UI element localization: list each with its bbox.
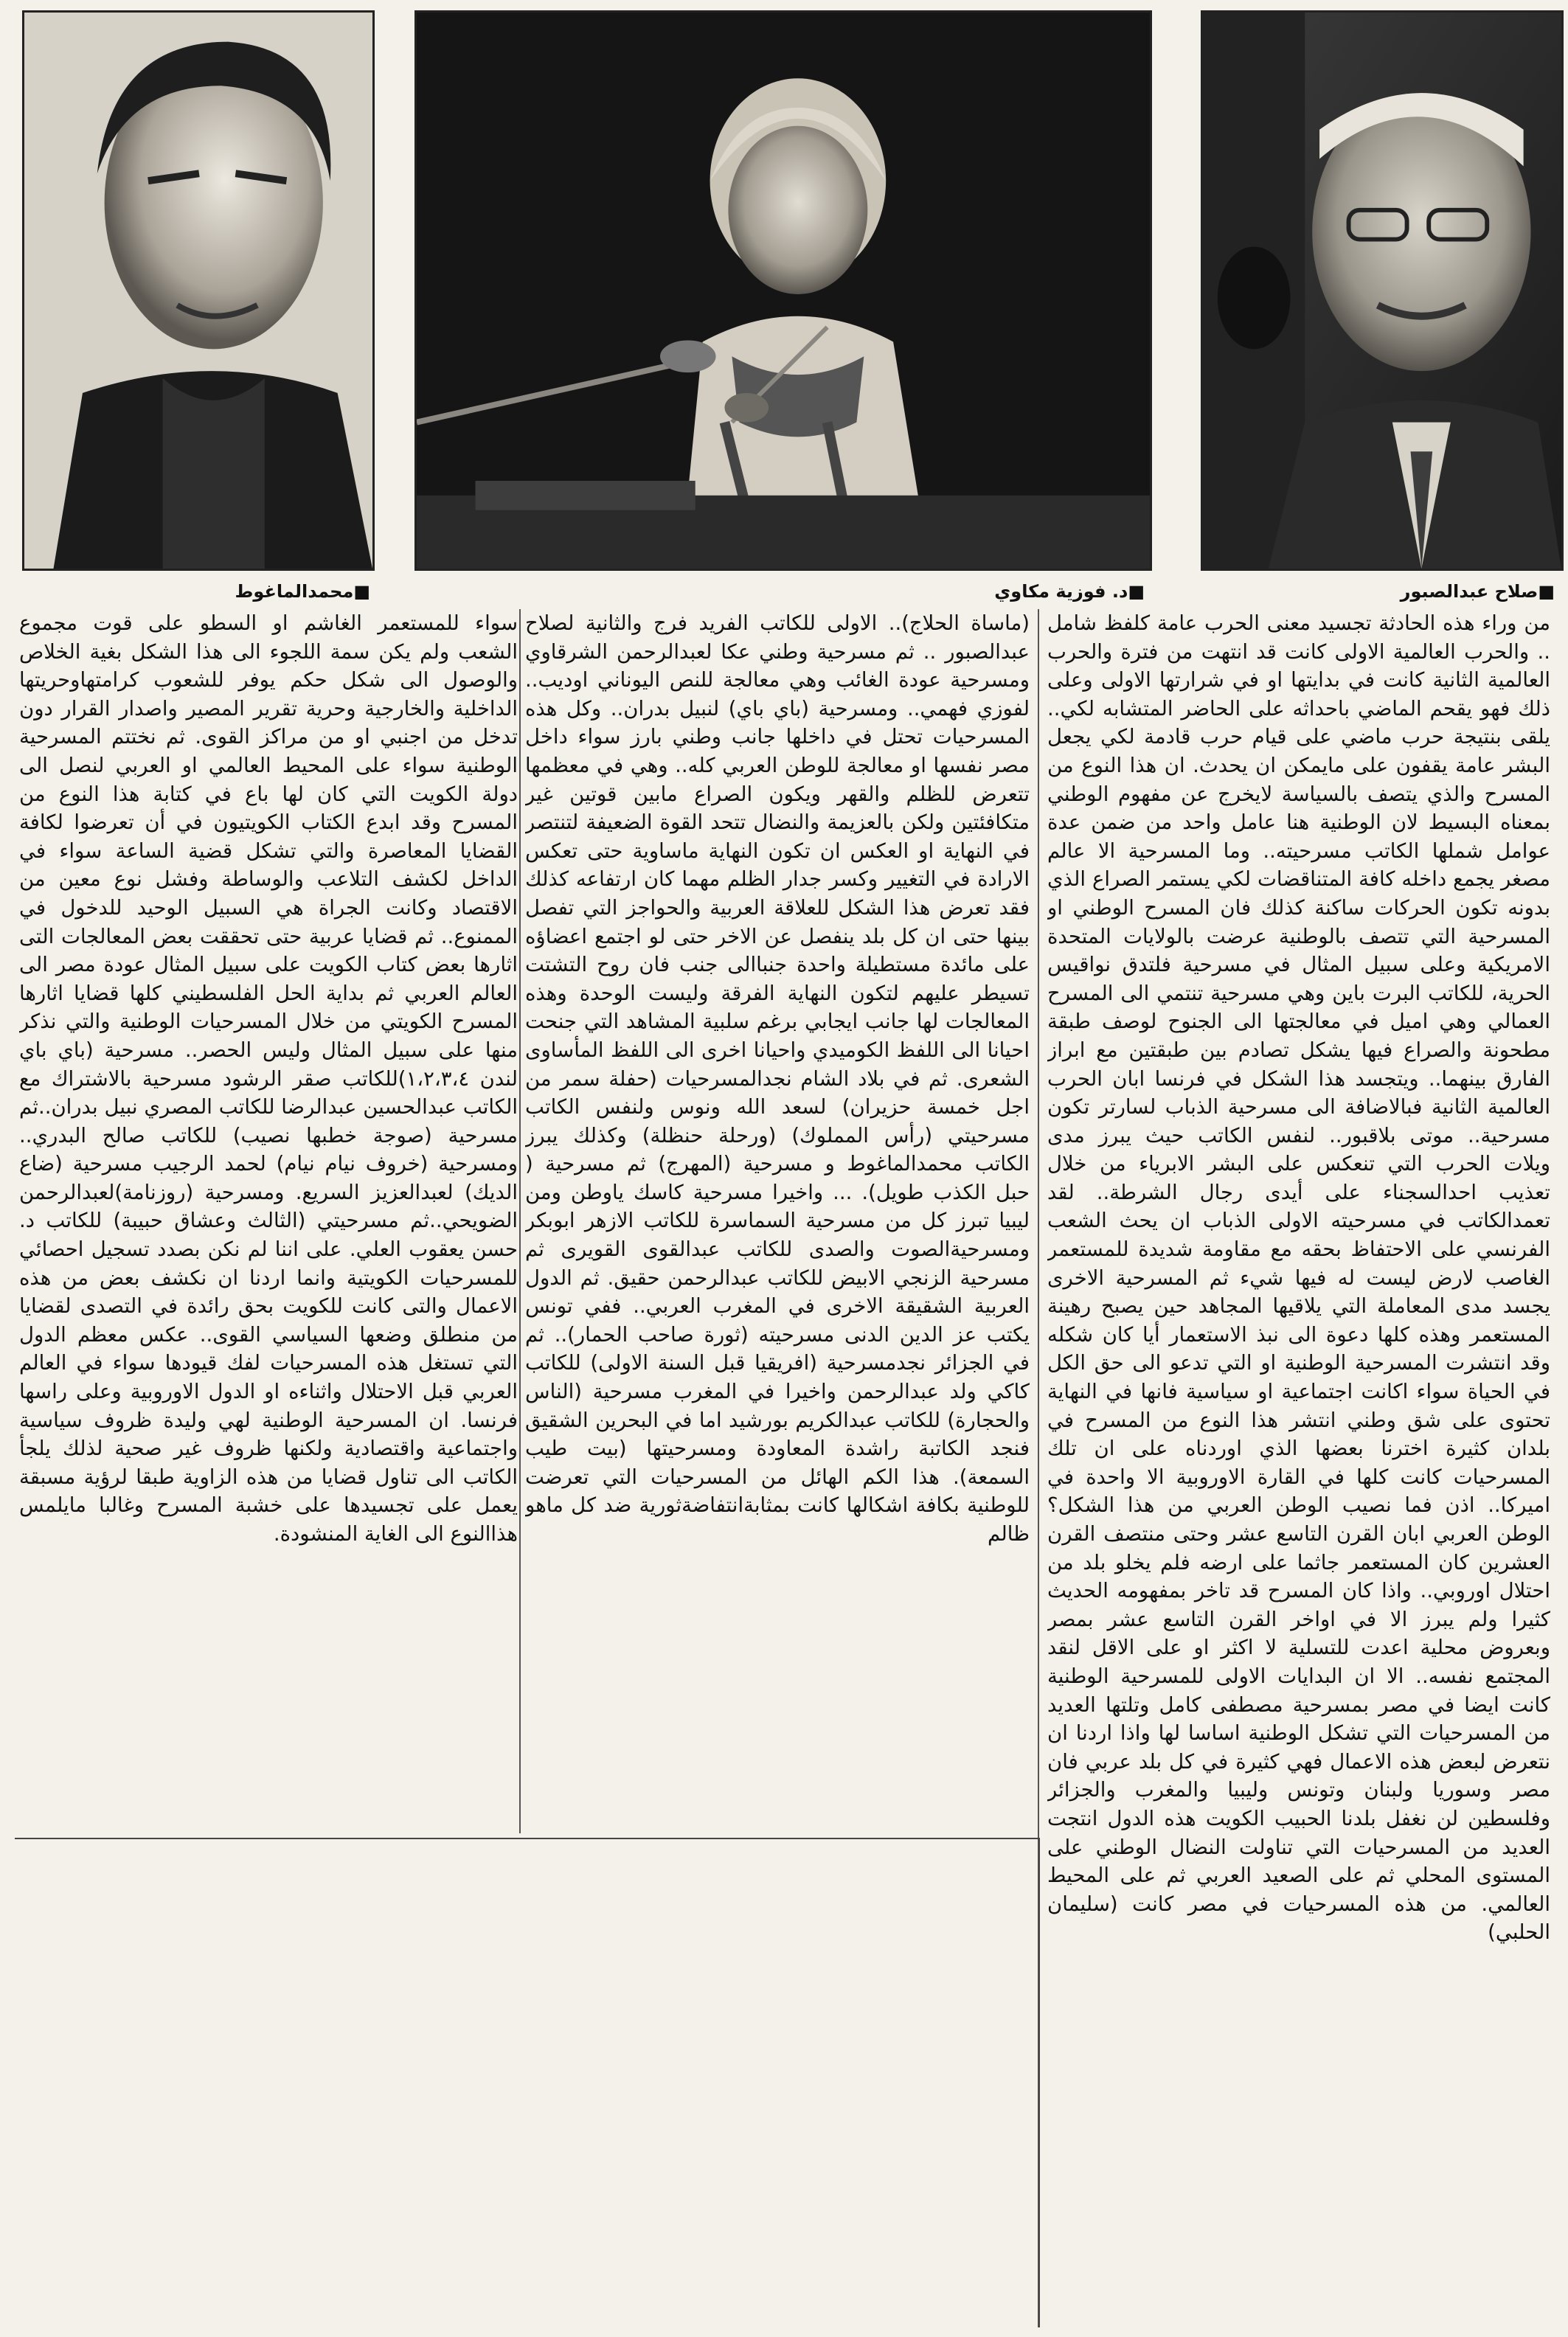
photo-salah-abdelsabour — [1201, 10, 1564, 571]
photo-fawzia-makkawi — [414, 10, 1152, 571]
column-divider — [519, 609, 521, 1833]
speaker-image — [417, 13, 1150, 569]
photo-caption: ■محمدالماغوط — [235, 581, 370, 602]
article-column-3 — [19, 609, 518, 1833]
article-paragraph: سواء للمستعمر الغاشم او السطو على قوت مجموع الشعب ولم يكن سمة اللجوء الى هذا الشكل بغية الخلاص والوصول الى شكل حكم يوفر للشعوب كرامتهاوحريتها الداخلية والخارجية وحرية تقرير المصير واصدار القرار دون تدخل من اجنبي او من مراكز القوى. ثم نختتم المسرحية الوطنية سواء على المحيط العالمي او العربي لنصل الى دولة الكويت التي كان لها باع في كتابة هذا النوع من المسرح وقد ابدع الكتاب الكويتيون في أن تعرضوا لكافة القضايا المعاصرة والتي تشكل قضية الساعة سواء في الداخل لكشف التلاعب والوساطة وفشل نوع معين من الاقتصاد وكانت الجراة هي السبيل الوحيد للدخول في الممنوع.. ثم قضايا عربية حتى تحققت بعض المعالجات التى اثارها بعض كتاب الكويت على سبيل المثال عودة مصر الى العالم العربي ثم بداية الحل الفلسطيني كلها قضايا اثارها المسرح الكويتي من خلال المسرحيات الوطنية والتي نذكر منها على سبيل المثال وليس الحصر.. مسرحية (باي باي لندن ١،٢،٣،٤)للكاتب صقر الرشود مسرحية بالاشتراك مع الكاتب عبدالحسين عبدالرضا للكاتب المصري نبيل بدران..ثم مسرحية (صوجة خطبها نصيب) للكاتب صالح البدري.. ومسرحية (خروف نيام نيام) لحمد الرجيب مسرحية (ضاع الديك) لعبدالعزيز السريع. ومسرحية (روزنامة)لعبدالرحمن الضويحي..ثم مسرحيتي (الثالث وعشاق حبيبة) للكاتب د. حسن يعقوب العلي. على اننا لم نكن بصدد تسجيل احصائي للمسرحيات الكويتية وانما اردنا ان نكشف بعض من هذه الاعمال والتى كانت للكويت بحق رائدة في التصدى لقضايا من منطلق وضعها السياسي القوى.. عكس معظم الدول التي تستغل هذه المسرحيات لفك قيودها سواء في العالم العربي قبل الاحتلال واثناءه او الدول الاوروبية وعلى راسها فرنسا. ان المسرحية الوطنية لهي وليدة ظروف سياسية واجتماعية واقتصادية ولكنها ظروف غير صحية لذلك يلجأ الكاتب الى تناول قضايا من هذه الزاوية طبقا لرؤية مسبقة يعمل على تجسيدها على خشبة المسرح وغالبا مايلمس هذاالنوع الى الغاية المنشودة. — [19, 611, 518, 1546]
portrait-image — [24, 13, 372, 569]
article-boundary — [1038, 1838, 1040, 2327]
photo-mohammad-almaghout — [22, 10, 375, 571]
article-paragraph: من وراء هذه الحادثة تجسيد معنى الحرب عامة كلفظ شامل .. والحرب العالمية الاولى كانت قد انتهت من فترة والحرب العالمية الثانية كانت في بدايتها او في شرارتها الاولى وعلى ذلك فهو يقحم الماضي باحداثه على الحاضر المتشابه لكي.. يلقى بنتيجة حرب ماضي على قيام حرب قادمة لكي يجعل البشر عامة يقفون على مايمكن ان يحدث. ان هذا النوع من المسرح والذي يتصف بالسياسة لايخرج عن مفهوم الوطني بمعناه البسيط لان الوطنية هنا عامل واحد من ضمن عدة عوامل شملها الكاتب مسرحيته.. وما المسرحية الا عالم مصغر يجمع داخله كافة المتناقضات لكي يستمر الصراع الذي بدونه تكون الحركات ساكنة كذلك فان المسرح الوطني او المسرحية التي تتصف بالوطنية عرضت بالولايات المتحدة الامريكية وعلى سبيل المثال في مسرحية فلتدق نواقيس الحرية، للكاتب البرت باين وهي مسرحية تنتمي الى المسرح العمالي وهي اميل في معالجتها الى الجنوح لوصف طبقة مطحونة والصراع فيها يشكل تصادم بين طبقتين مع ابراز الفارق بينهما.. ويتجسد هذا الشكل في فرنسا ابان الحرب العالمية الثانية فبالاضافة الى مسرحية الذباب لسارتر تكون مسرحية.. موتى بلاقبور.. لنفس الكاتب حيث يبرز مدى ويلات الحرب التي تنعكس على البشر الابرياء من خلال تعذيب احدالسجناء على أيدى رجال الشرطة.. لقد تعمدالكاتب في مسرحيته الاولى الذباب ان يحث الشعب الفرنسي على الاحتفاظ بحقه مع مقاومة شديدة للمستعمر الغاصب لارض ليست له فيها شيء ثم المسرحية الاخرى يجسد مدى المعاملة التي يلاقيها المجاهد حين يصبح رهينة المستعمر وهذه كلها دعوة الى نبذ الاستعمار أيا كان شكله وقد انتشرت المسرحية الوطنية او التي تدعو الى حق الكل في الحياة سواء اكانت اجتماعية او سياسية فانها في النهاية تحتوى على شق وطني انتشر هذا النوع من المسرح في بلدان كثيرة اخترنا بعضها الذي اوردناه على ان تلك المسرحيات كانت كلها في القارة الاوروبية الا واحدة في اميركا.. اذن فما نصيب الوطن العربي من هذا الشكل؟ الوطن العربي ابان القرن التاسع عشر وحتى منتصف القرن العشرين كان المستعمر جاثما على ارضه فلم يخلو بلد من احتلال اوروبي.. واذا كان المسرح قد تاخر بمفهومه الحديث كثيرا ولم يبرز الا في اواخر القرن التاسع عشر بمصر وبعروض محلية اعدت للتسلية لا اكثر او على الاقل لنقد المجتمع نفسه.. الا ان البدايات الاولى للمسرحية الوطنية كانت ايضا في مصر بمسرحية مصطفى كامل وتلتها العديد من المسرحيات التي تشكل الوطنية اساسا لها واذا اردنا ان نتعرض لبعض هذه الاعمال فهي كثيرة في كل بلد عربي فان مصر وسوريا ولبنان وتونس وليبيا والمغرب والجزائر وفلسطين لن نغفل بلدنا الحبيب الكويت هذه الدول انتجت العديد من المسرحيات التي تناولت النضال الوطني على المستوى المحلي ثم على الصعيد العربي ثم على المحيط العالمي. من هذه المسرحيات في مصر كانت (سليمان الحلبي) — [1047, 611, 1550, 1945]
article-paragraph: (ماساة الحلاج).. الاولى للكاتب الفريد فرج والثانية لصلاح عبدالصبور .. ثم مسرحية وطني عكا لعبدالرحمن الشرقاوي ومسرحية عودة الغائب وهي معالجة للنص اليوناني اوديب.. لفوزي فهمي.. ومسرحية (باي باي) لنبيل بدران.. وكل هذه المسرحيات تحتل في داخلها جانب وطني بارز سواء داخل مصر نفسها او معالجة للوطن العربي كله.. وهي في معظمها تتعرض للظلم والقهر ويكون الصراع مابين قوتين غير متكافئتين ولكن بالعزيمة والنضال تتحد القوة الضعيفة لتنتصر في النهاية او العكس ان تكون النهاية ماساوية حتى تعكس الارادة في التغيير وكسر جدار الظلم مهما كان ارتفاعه كذلك فقد تعرض هذا الشكل للعلاقة العربية والحواجز التي تفصل بينها حتى ان كل بلد ينفصل عن الاخر حتى لو اجتمع اعضاؤه على مائدة مستطيلة واحدة جنباالى جنب فان روح التشتت تسيطر عليهم لتكون النهاية الفرقة وليست الوحدة وهذه المعالجات لها جانب ايجابي برغم سلبية المشاهد التي جنحت احيانا الى اللفظ الكوميدي واحيانا اخرى الى اللفظ المأساوى الشعرى. ثم في بلاد الشام نجدالمسرحيات (حفلة سمر من اجل خمسة حزيران) لسعد الله ونوس ولنفس الكاتب مسرحيتي (رأس المملوك) (ورحلة حنظلة) وكذلك يبرز الكاتب محمدالماغوط و مسرحية (المهرج) ثم مسرحية ( حبل الكذب طويل). ... واخيرا مسرحية كاسك ياوطن ومن ليبيا تبرز كل من مسرحية السماسرة للكاتب الازهر ابوبكر ومسرحيةالصوت والصدى للكاتب عبدالقوى القويرى ثم مسرحية الزنجي الابيض للكاتب عبدالرحمن حقيق. ثم الدول العربية الشقيقة الاخرى في المغرب العربي.. ففي تونس يكتب عز الدين الدنى مسرحيته (ثورة صاحب الحمار).. ثم في الجزائر نجدمسرحية (افريقيا قبل السنة الاولى) للكاتب كاكي ولد عبدالرحمن واخيرا في المغرب مسرحية (الناس والحجارة) للكاتب عبدالكريم بورشيد اما في البحرين الشقيق فنجد الكاتبة راشدة المعاودة ومسرحيتها (بيت طيب السمعة). هذا الكم الهائل من المسرحيات التي تعرضت للوطنية بكافة اشكالها كانت بمثابةانتفاضةثورية ضد كل ماهو ظالم — [525, 611, 1030, 1546]
article-column-1 — [1047, 609, 1550, 2327]
photo-caption: ■د. فوزية مكاوي — [994, 581, 1145, 602]
article-column-2 — [525, 609, 1030, 1833]
article-boundary — [15, 1838, 1040, 1839]
photo-caption: ■صلاح عبدالصبور — [1400, 581, 1555, 602]
portrait-image — [1203, 13, 1561, 569]
